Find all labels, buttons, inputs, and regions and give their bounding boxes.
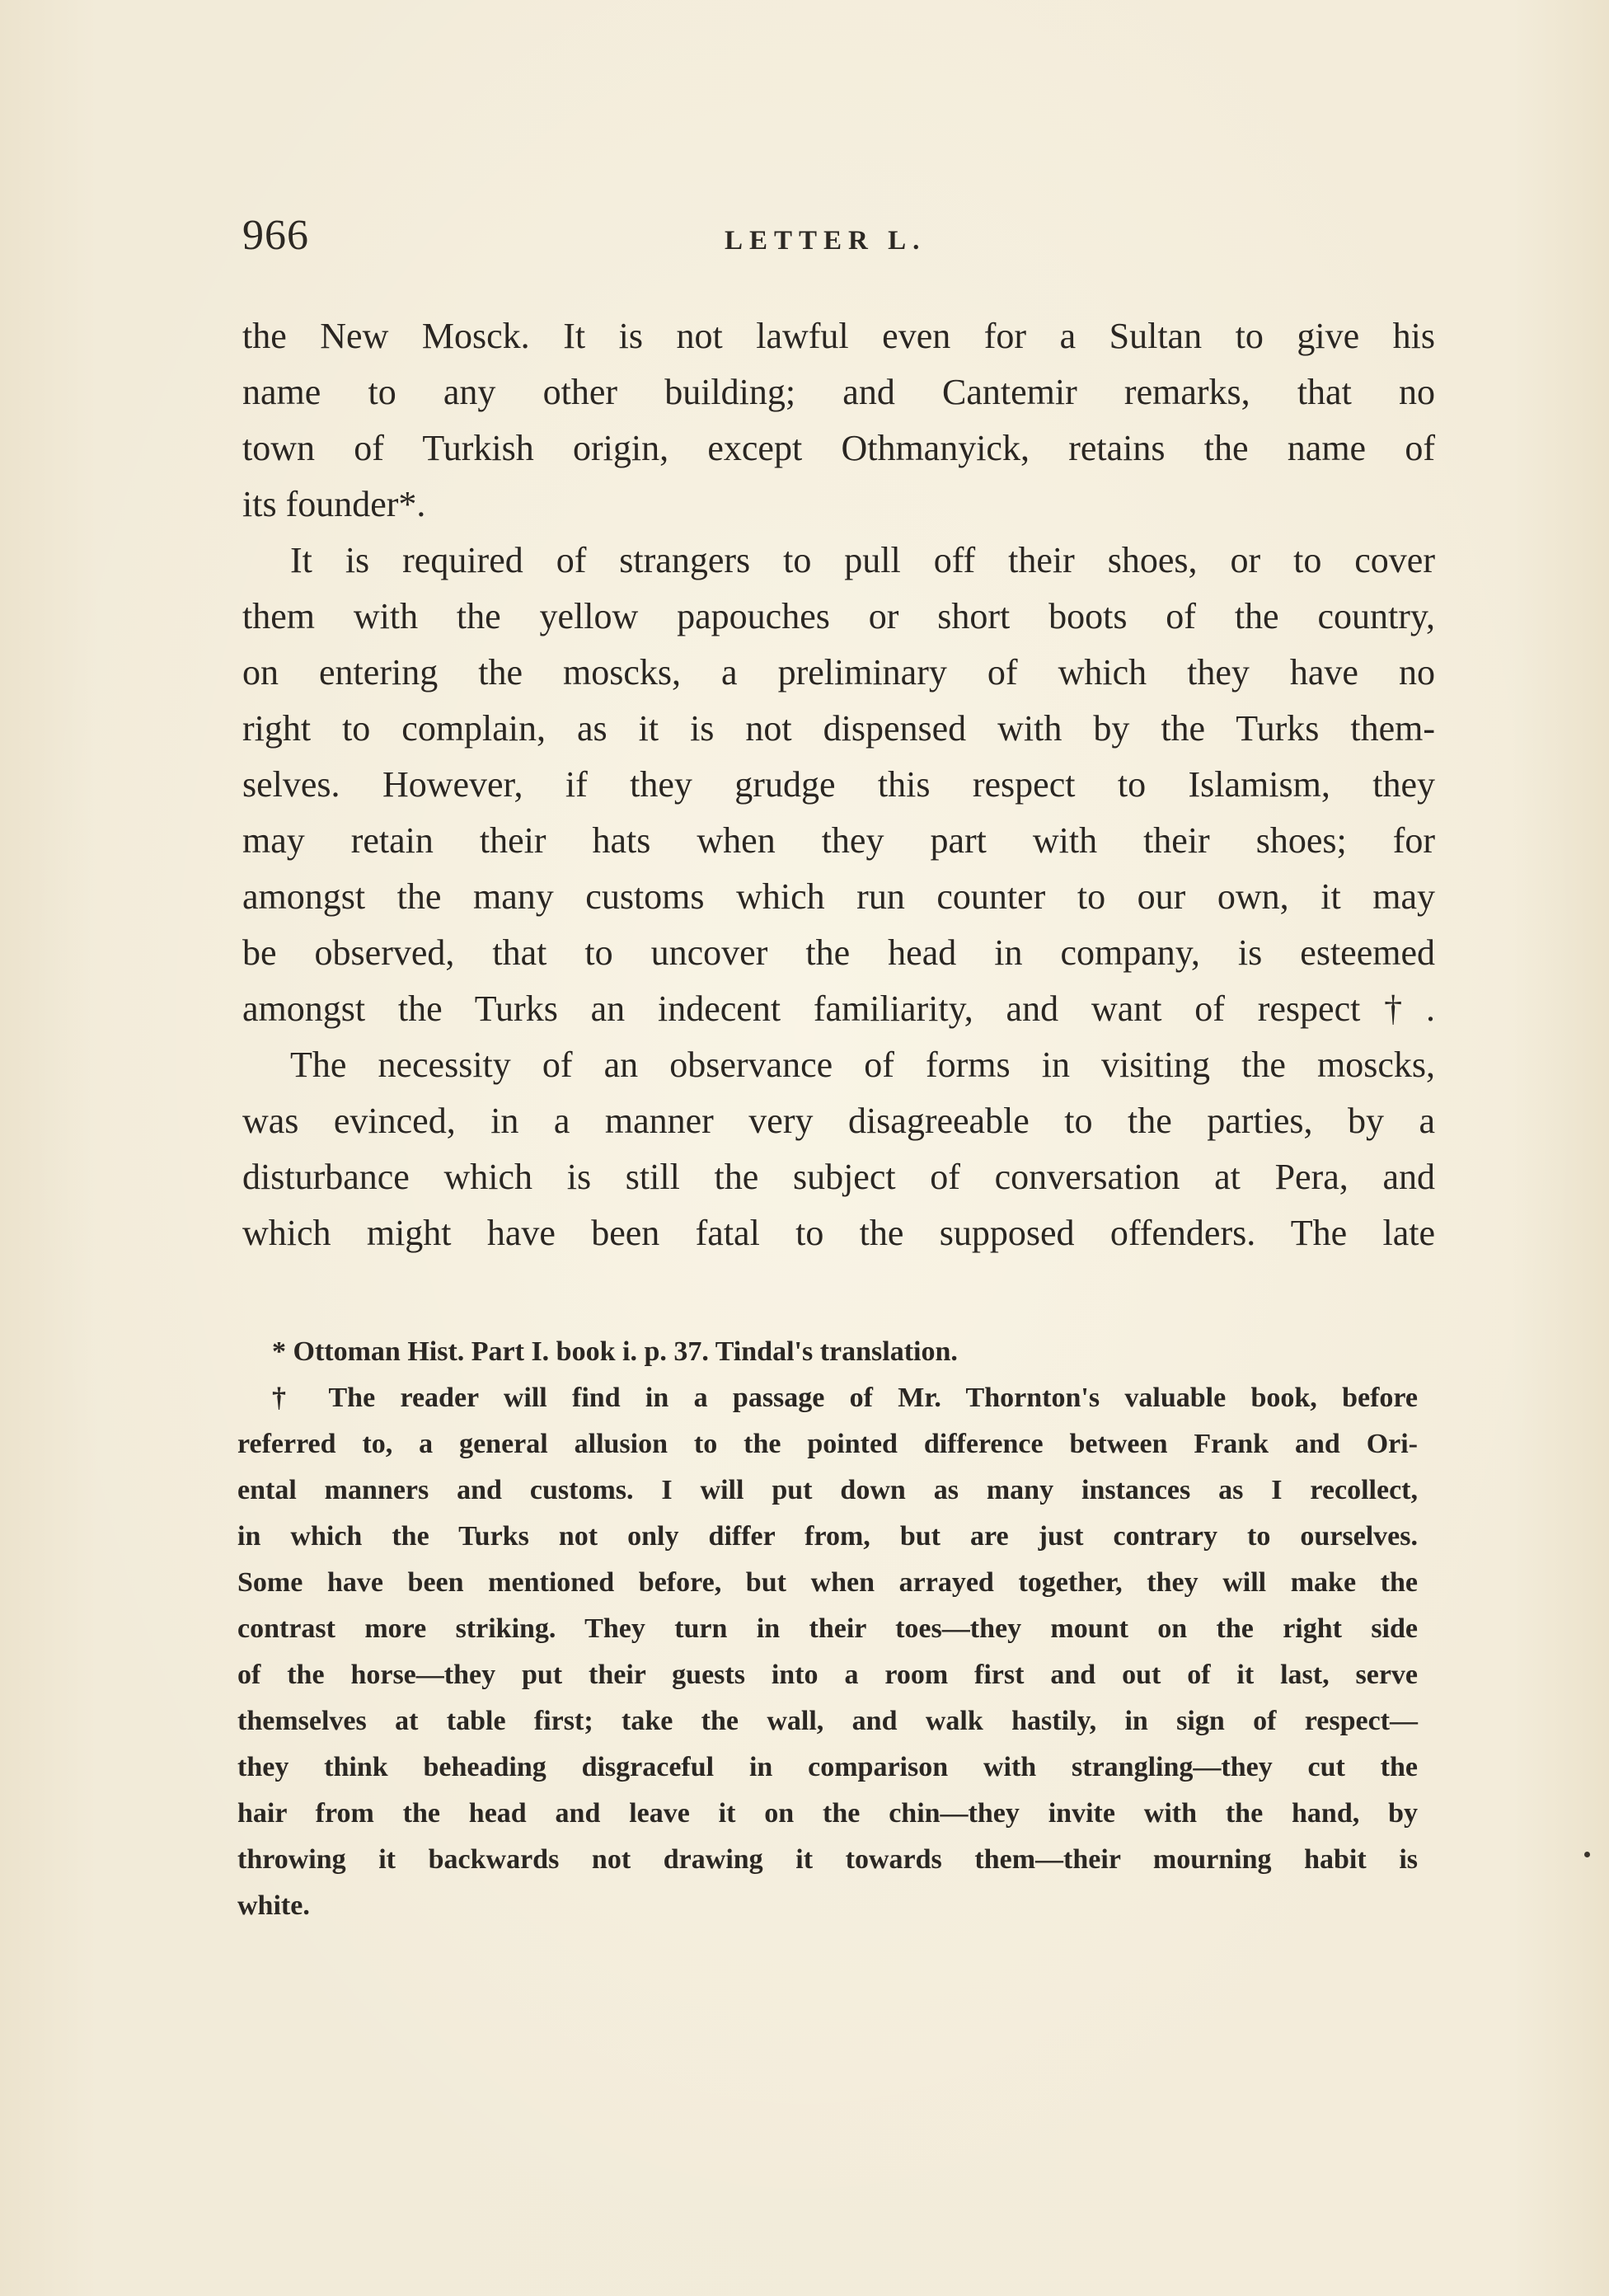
footnote-line: they think beheading disgraceful in comparison with strangling—they cut the: [237, 1752, 1418, 1782]
footnote-line: white.: [237, 1890, 310, 1921]
body-line: was evinced, in a manner very disagreeable to the parties, by a: [242, 1101, 1435, 1141]
footnote-line: referred to, a general allusion to the pointed difference between Frank and Ori-: [237, 1429, 1418, 1459]
body-line: the New Mosck. It is not lawful even for a Sultan to give his: [242, 316, 1435, 356]
footnote-line: Some have been mentioned before, but when arrayed together, they will make the: [237, 1567, 1418, 1598]
footnote-line: hair from the head and leave it on the chin—they invite with the hand, by: [237, 1798, 1418, 1829]
page-number: 966: [242, 212, 309, 259]
body-line: town of Turkish origin, except Othmanyick, retains the name of: [242, 428, 1435, 468]
body-line: right to complain, as it is not dispensed with by the Turks them-: [242, 708, 1435, 749]
footnote-line: contrast more striking. They turn in their toes—they mount on the right side: [237, 1613, 1418, 1644]
body-line: It is required of strangers to pull off their shoes, or to cover: [290, 540, 1435, 580]
body-line: them with the yellow papouches or short boots of the country,: [242, 596, 1435, 636]
footnote-line: † The reader will find in a passage of Mr. Thornton's valuable book, before: [272, 1383, 1418, 1413]
running-head: LETTER L.: [725, 226, 926, 256]
body-line: which might have been fatal to the supposed offenders. The late: [242, 1213, 1435, 1253]
body-line: may retain their hats when they part with their shoes; for: [242, 820, 1435, 861]
footnote-line: in which the Turks not only differ from, but are just contrary to ourselves.: [237, 1521, 1418, 1552]
page-header: [242, 213, 1435, 270]
footnote-line: of the horse—they put their guests into a room first and out of it last, serve: [237, 1660, 1418, 1690]
footnote-line: * Ottoman Hist. Part I. book i. p. 37. Tindal's translation.: [272, 1336, 958, 1367]
body-line: on entering the moscks, a preliminary of which they have no: [242, 652, 1435, 693]
body-line: name to any other building; and Cantemir remarks, that no: [242, 372, 1435, 412]
ink-speck: [1584, 1852, 1590, 1857]
body-line: amongst the many customs which run counter to our own, it may: [242, 876, 1435, 917]
footnotes: [237, 1329, 1418, 1929]
body-line: selves. However, if they grudge this respect to Islamism, they: [242, 764, 1435, 805]
footnote-line: throwing it backwards not drawing it towards them—their mourning habit is: [237, 1844, 1418, 1875]
footnote-line: themselves at table first; take the wall, and walk hastily, in sign of respect—: [237, 1706, 1418, 1736]
body-line: The necessity of an observance of forms in visiting the moscks,: [290, 1045, 1435, 1085]
body-line: disturbance which is still the subject of conversation at Pera, and: [242, 1157, 1435, 1197]
body-line: amongst the Turks an indecent familiarity, and want of respect†.: [242, 988, 1435, 1029]
body-line: its founder*.: [242, 484, 426, 524]
footnote-line: ental manners and customs. I will put down as many instances as I recollect,: [237, 1475, 1418, 1505]
body-text: [242, 308, 1435, 1261]
body-line: be observed, that to uncover the head in company, is esteemed: [242, 932, 1435, 973]
